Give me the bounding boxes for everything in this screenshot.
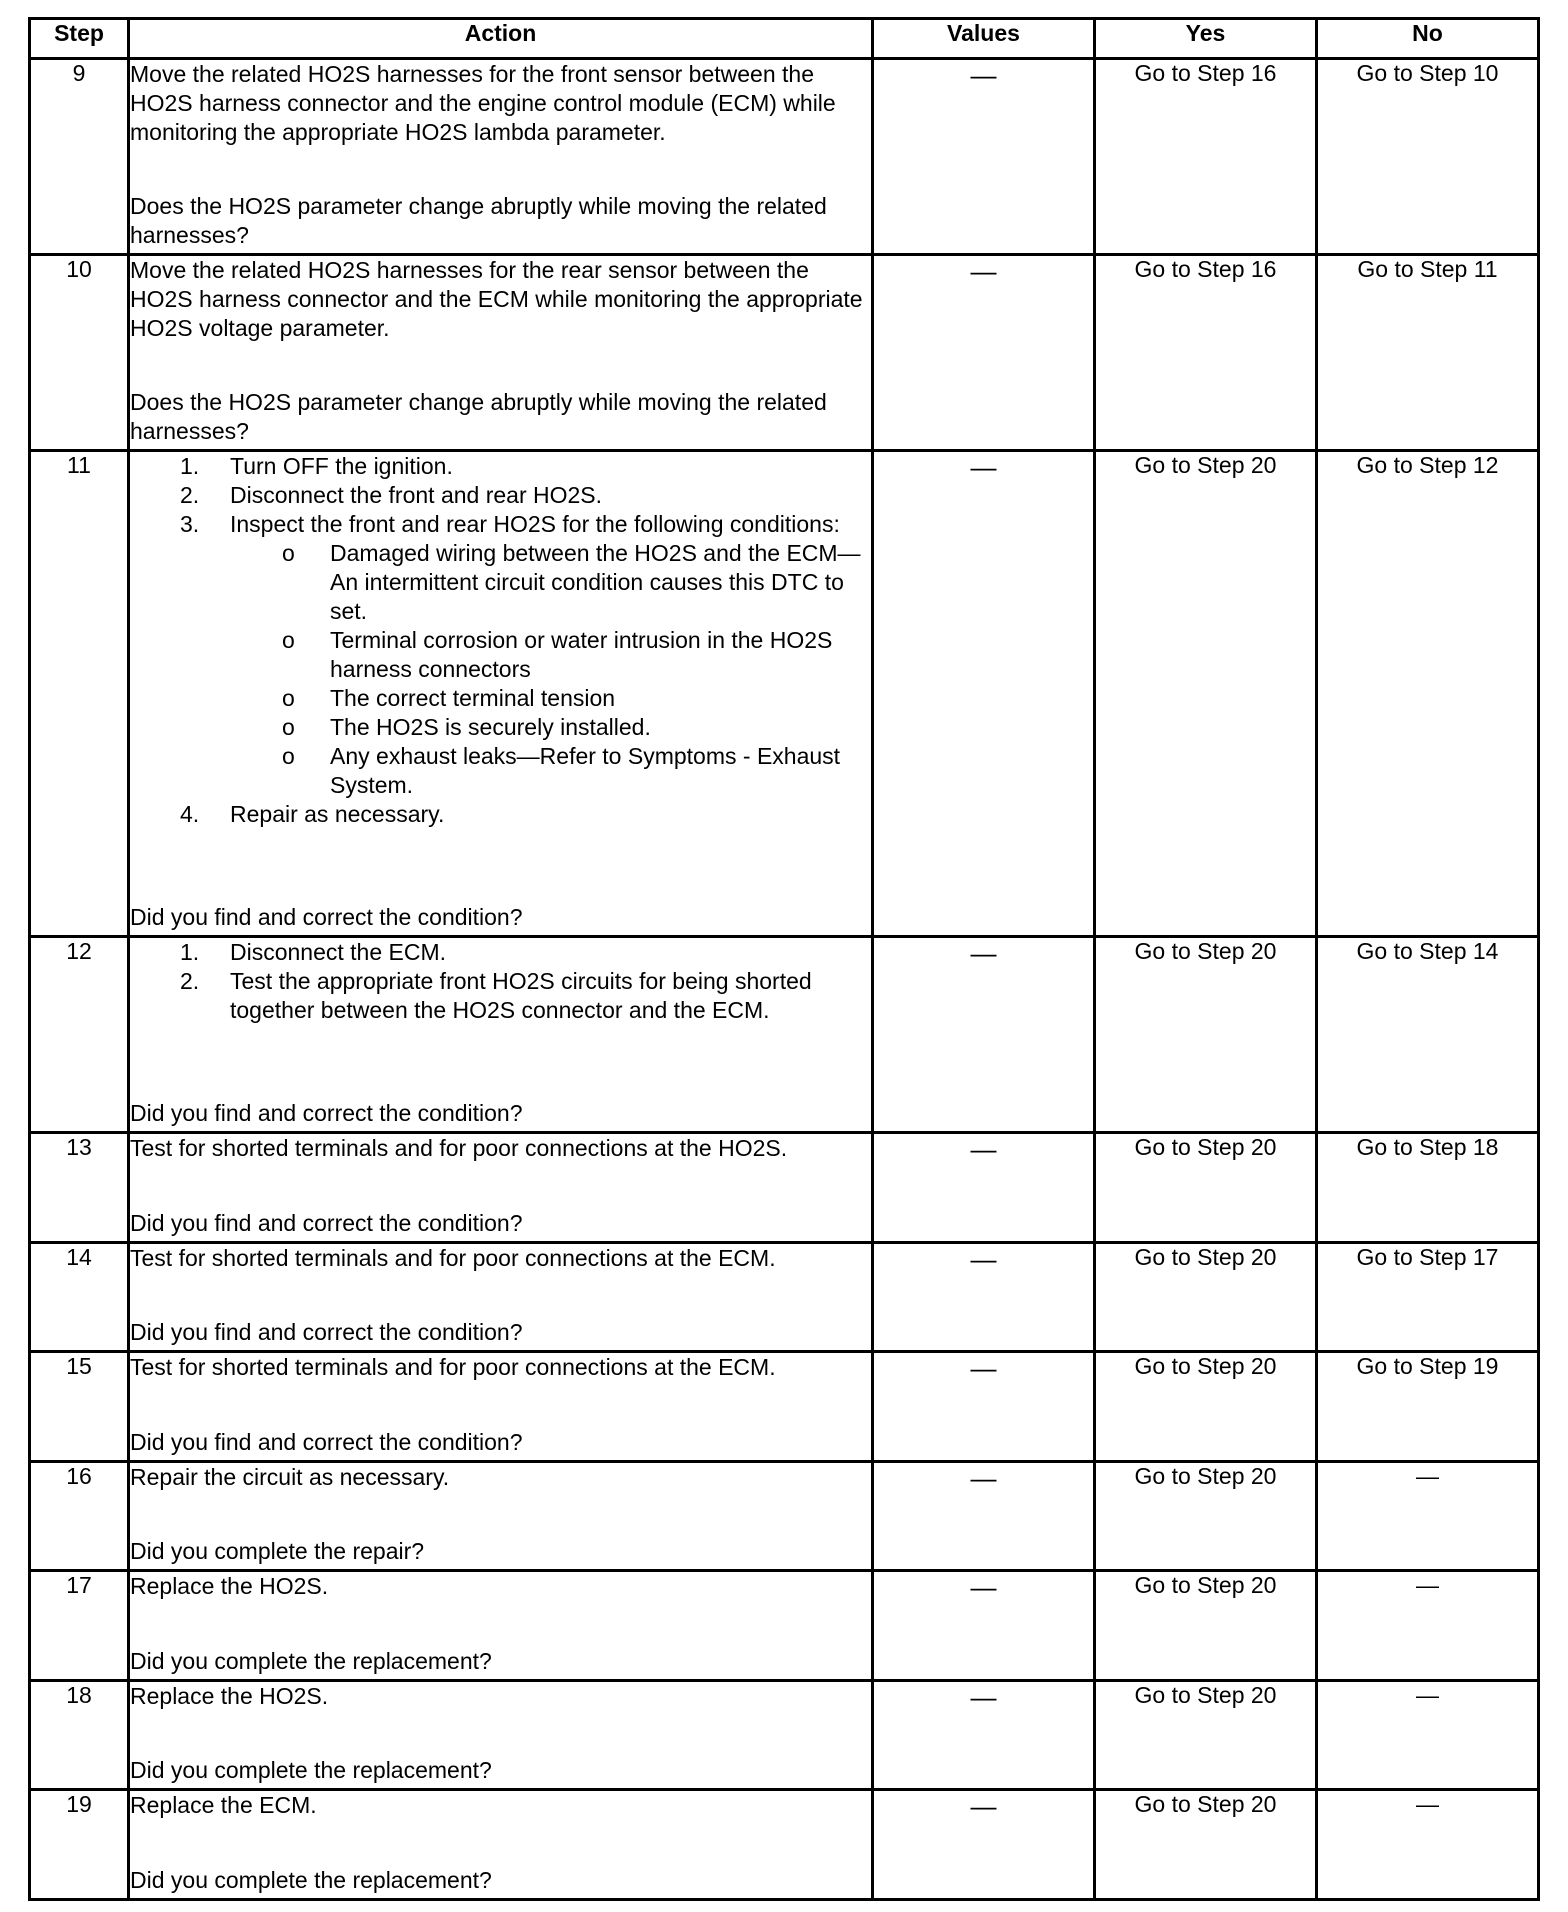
action-question: Does the HO2S parameter change abruptly while moving the related harnesses? bbox=[130, 389, 827, 444]
sub-list-container bbox=[130, 539, 871, 800]
action-cell bbox=[129, 59, 873, 255]
list-item bbox=[130, 967, 871, 1025]
action-question: Did you complete the replacement? bbox=[130, 1867, 492, 1893]
action-text: Move the related HO2S harnesses for the front sensor between the HO2S harness connector and the engine control module (ECM) while monitoring the appropriate HO2S lambda parameter. bbox=[130, 61, 836, 145]
values-cell: — bbox=[873, 1681, 1095, 1790]
numbered-list bbox=[130, 452, 871, 829]
yes-cell: Go to Step 20 bbox=[1095, 451, 1317, 937]
table-row bbox=[30, 1133, 1539, 1243]
no-cell: — bbox=[1317, 1790, 1539, 1900]
action-text: Test for shorted terminals and for poor connections at the ECM. bbox=[130, 1354, 776, 1380]
action-text: Replace the HO2S. bbox=[130, 1683, 329, 1709]
table-row bbox=[30, 451, 1539, 937]
action-question: Did you find and correct the condition? bbox=[130, 1210, 523, 1236]
action-text: Repair the circuit as necessary. bbox=[130, 1464, 450, 1490]
action-text: Test for shorted terminals and for poor connections at the HO2S. bbox=[130, 1135, 788, 1161]
step-number: 9 bbox=[30, 59, 129, 255]
list-item bbox=[130, 713, 871, 742]
values-cell: — bbox=[873, 255, 1095, 451]
step-number: 14 bbox=[30, 1243, 129, 1352]
bullet-marker: o bbox=[282, 714, 295, 740]
values-cell: — bbox=[873, 1462, 1095, 1571]
list-item bbox=[130, 800, 871, 829]
item-number: 2. bbox=[180, 968, 200, 994]
yes-cell: Go to Step 20 bbox=[1095, 1571, 1317, 1681]
header-no: No bbox=[1317, 19, 1539, 59]
list-item bbox=[130, 539, 871, 626]
item-text: The HO2S is securely installed. bbox=[330, 714, 651, 740]
bullet-marker: o bbox=[282, 627, 295, 653]
table-row bbox=[30, 255, 1539, 451]
action-question: Did you find and correct the condition? bbox=[130, 1100, 523, 1126]
values-cell: — bbox=[873, 1133, 1095, 1243]
no-cell: Go to Step 18 bbox=[1317, 1133, 1539, 1243]
bullet-list bbox=[130, 539, 871, 800]
values-cell: — bbox=[873, 1790, 1095, 1900]
action-text: Replace the ECM. bbox=[130, 1792, 317, 1818]
item-text: Inspect the front and rear HO2S for the following conditions: bbox=[230, 511, 840, 537]
table-header-row bbox=[30, 19, 1539, 59]
item-text: Any exhaust leaks—Refer to Symptoms - Exhaust System. bbox=[330, 743, 841, 798]
yes-cell: Go to Step 20 bbox=[1095, 1790, 1317, 1900]
no-cell: Go to Step 19 bbox=[1317, 1352, 1539, 1462]
no-cell: Go to Step 17 bbox=[1317, 1243, 1539, 1352]
item-text: Test the appropriate front HO2S circuits for being shorted together between the HO2S connector and the ECM. bbox=[230, 968, 812, 1023]
action-cell bbox=[129, 255, 873, 451]
no-cell: Go to Step 14 bbox=[1317, 937, 1539, 1133]
yes-cell: Go to Step 20 bbox=[1095, 937, 1317, 1133]
header-step: Step bbox=[30, 19, 129, 59]
action-cell bbox=[129, 451, 873, 937]
bullet-marker: o bbox=[282, 540, 295, 566]
no-cell: Go to Step 12 bbox=[1317, 451, 1539, 937]
yes-cell: Go to Step 20 bbox=[1095, 1243, 1317, 1352]
list-item bbox=[130, 938, 871, 967]
action-question: Did you complete the repair? bbox=[130, 1538, 425, 1564]
table-row bbox=[30, 1681, 1539, 1790]
step-number: 13 bbox=[30, 1133, 129, 1243]
values-cell: — bbox=[873, 1243, 1095, 1352]
list-item bbox=[130, 481, 871, 510]
action-cell bbox=[129, 1462, 873, 1571]
item-number: 3. bbox=[180, 511, 200, 537]
no-cell: — bbox=[1317, 1571, 1539, 1681]
action-cell bbox=[129, 1243, 873, 1352]
table-row bbox=[30, 1243, 1539, 1352]
table-row bbox=[30, 1462, 1539, 1571]
yes-cell: Go to Step 20 bbox=[1095, 1133, 1317, 1243]
yes-cell: Go to Step 20 bbox=[1095, 1352, 1317, 1462]
action-text: Replace the HO2S. bbox=[130, 1573, 329, 1599]
header-action: Action bbox=[129, 19, 873, 59]
action-question: Did you find and correct the condition? bbox=[130, 904, 523, 930]
action-question: Did you complete the replacement? bbox=[130, 1648, 492, 1674]
bullet-marker: o bbox=[282, 685, 295, 711]
step-number: 12 bbox=[30, 937, 129, 1133]
no-cell: — bbox=[1317, 1681, 1539, 1790]
table-row bbox=[30, 59, 1539, 255]
item-number: 2. bbox=[180, 482, 200, 508]
action-question: Does the HO2S parameter change abruptly while moving the related harnesses? bbox=[130, 193, 827, 248]
item-text: Repair as necessary. bbox=[230, 801, 445, 827]
item-text: Turn OFF the ignition. bbox=[230, 453, 453, 479]
item-number: 1. bbox=[180, 939, 200, 965]
action-text: Move the related HO2S harnesses for the rear sensor between the HO2S harness connector and the ECM while monitoring the appropriate HO2S voltage parameter. bbox=[130, 257, 863, 341]
step-number: 18 bbox=[30, 1681, 129, 1790]
table-row bbox=[30, 937, 1539, 1133]
action-cell bbox=[129, 937, 873, 1133]
no-cell: Go to Step 11 bbox=[1317, 255, 1539, 451]
table-row bbox=[30, 1571, 1539, 1681]
header-values: Values bbox=[873, 19, 1095, 59]
table-row bbox=[30, 1352, 1539, 1462]
yes-cell: Go to Step 20 bbox=[1095, 1681, 1317, 1790]
yes-cell: Go to Step 16 bbox=[1095, 255, 1317, 451]
action-cell bbox=[129, 1352, 873, 1462]
action-question: Did you find and correct the condition? bbox=[130, 1429, 523, 1455]
values-cell: — bbox=[873, 59, 1095, 255]
diagnostic-procedure-table bbox=[28, 17, 1540, 1901]
step-number: 15 bbox=[30, 1352, 129, 1462]
step-number: 10 bbox=[30, 255, 129, 451]
step-number: 11 bbox=[30, 451, 129, 937]
step-number: 16 bbox=[30, 1462, 129, 1571]
values-cell: — bbox=[873, 1571, 1095, 1681]
item-text: Disconnect the front and rear HO2S. bbox=[230, 482, 603, 508]
item-number: 1. bbox=[180, 453, 200, 479]
yes-cell: Go to Step 16 bbox=[1095, 59, 1317, 255]
yes-cell: Go to Step 20 bbox=[1095, 1462, 1317, 1571]
action-cell bbox=[129, 1571, 873, 1681]
list-item bbox=[130, 742, 871, 800]
action-question: Did you complete the replacement? bbox=[130, 1757, 492, 1783]
item-number: 4. bbox=[180, 801, 200, 827]
action-cell bbox=[129, 1681, 873, 1790]
numbered-list bbox=[130, 938, 871, 1025]
no-cell: — bbox=[1317, 1462, 1539, 1571]
item-text: Damaged wiring between the HO2S and the ECM—An intermittent circuit condition causes this DTC to set. bbox=[330, 540, 861, 624]
bullet-marker: o bbox=[282, 743, 295, 769]
step-number: 19 bbox=[30, 1790, 129, 1900]
action-cell bbox=[129, 1133, 873, 1243]
values-cell: — bbox=[873, 937, 1095, 1133]
action-cell bbox=[129, 1790, 873, 1900]
item-text: The correct terminal tension bbox=[330, 685, 616, 711]
list-item bbox=[130, 626, 871, 684]
list-item bbox=[130, 452, 871, 481]
table-row bbox=[30, 1790, 1539, 1900]
values-cell: — bbox=[873, 1352, 1095, 1462]
step-number: 17 bbox=[30, 1571, 129, 1681]
no-cell: Go to Step 10 bbox=[1317, 59, 1539, 255]
action-question: Did you find and correct the condition? bbox=[130, 1319, 523, 1345]
action-text: Test for shorted terminals and for poor connections at the ECM. bbox=[130, 1245, 776, 1271]
header-yes: Yes bbox=[1095, 19, 1317, 59]
item-text: Disconnect the ECM. bbox=[230, 939, 447, 965]
list-item bbox=[130, 510, 871, 539]
item-text: Terminal corrosion or water intrusion in the HO2S harness connectors bbox=[330, 627, 833, 682]
values-cell: — bbox=[873, 451, 1095, 937]
list-item bbox=[130, 684, 871, 713]
